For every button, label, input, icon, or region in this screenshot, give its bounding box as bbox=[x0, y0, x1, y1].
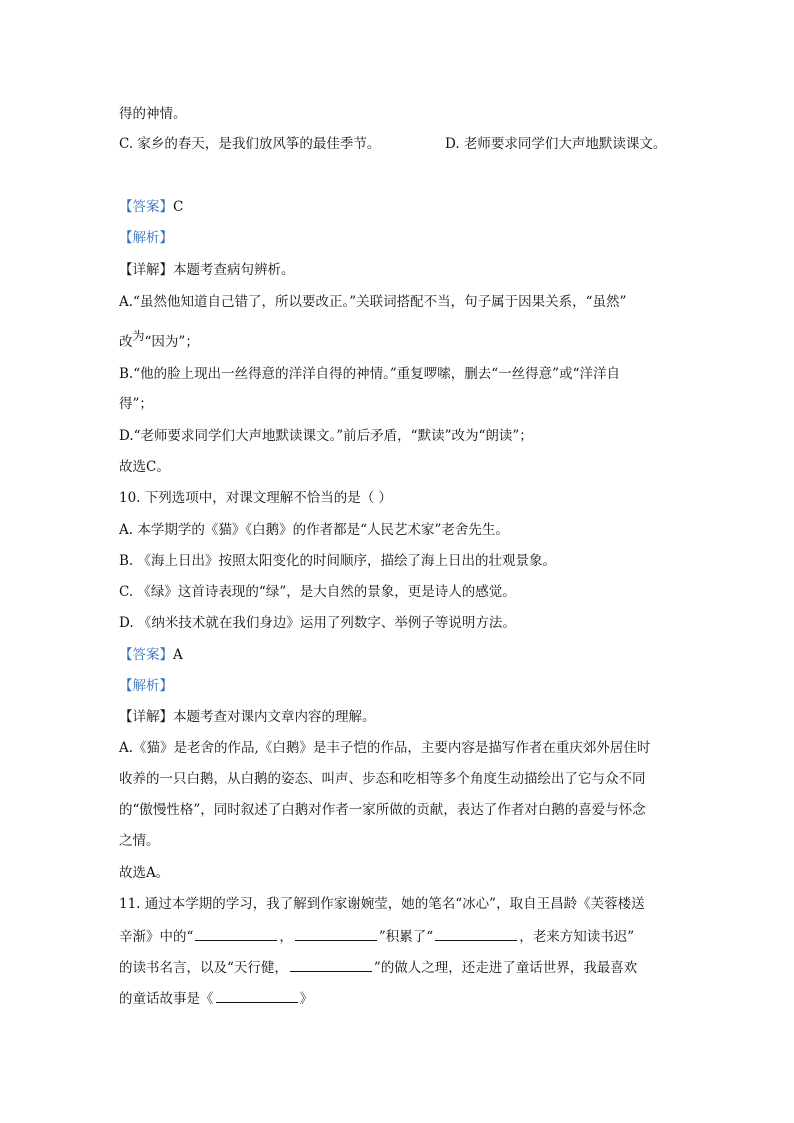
question-11-line2: 辛渐》中的“ ， ”积累了“ ，老来方知读书迟” bbox=[119, 926, 634, 946]
text-line: 故选A。 bbox=[119, 865, 170, 881]
analysis-tag: 【解析】 bbox=[119, 230, 173, 246]
question-11: 11. 通过本学期的学习，我了解到作家谢婉莹，她的笔名“冰心”，取自王昌龄《芙蓉楼送 bbox=[119, 896, 645, 912]
detail-line: 【详解】本题考查病句辨析。 bbox=[119, 262, 295, 278]
question-11-line3: 的读书名言，以及“天行健， ”的做人之理，还走进了童话世界，我最喜欢 bbox=[119, 957, 637, 977]
text-line: 收养的一只白鹅，从白鹅的姿态、叫声、步态和吃相等多个角度生动描绘出了它与众不同 bbox=[119, 771, 646, 787]
answer-blank[interactable] bbox=[435, 926, 517, 941]
text-line: 得的神情。 bbox=[119, 106, 187, 122]
text-line: 得”； bbox=[119, 396, 153, 412]
option-a: A. 本学期学的《猫》《白鹅》的作者都是“人民艺术家”老舍先生。 bbox=[119, 522, 509, 538]
text-line: 之情。 bbox=[119, 833, 160, 849]
analysis-tag: 【解析】 bbox=[119, 678, 173, 694]
answer-line bbox=[119, 198, 183, 216]
option-d-line: D. 老师要求同学们大声地默读课文。 bbox=[445, 136, 667, 152]
question-11-line4: 的童话故事是《 》 bbox=[119, 988, 313, 1008]
text-line: B.“他的脸上现出一丝得意的洋洋自得的神情。”重复啰嗦，删去“一丝得意”或“洋洋自 bbox=[119, 366, 620, 382]
detail-line: 【详解】本题考查对课内文章内容的理解。 bbox=[119, 709, 376, 725]
option-c: C. 《绿》这首诗表现的“绿”，是大自然的景象，更是诗人的感觉。 bbox=[119, 584, 516, 600]
text-line: D.“老师要求同学们大声地默读课文。”前后矛盾，“默读”改为“朗读”； bbox=[119, 428, 533, 444]
text-line: 的“傲慢性格”，同时叙述了白鹅对作者一家所做的贡献，表达了作者对白鹅的喜爱与怀念 bbox=[119, 802, 646, 818]
answer-blank[interactable] bbox=[216, 988, 298, 1003]
answer-blank[interactable] bbox=[295, 926, 377, 941]
option-c-line: C. 家乡的春天，是我们放风筝的最佳季节。 bbox=[119, 136, 381, 152]
text-line: 改为“因为”； bbox=[119, 329, 199, 350]
option-d: D. 《纳米技术就在我们身边》运用了列数字、举例子等说明方法。 bbox=[119, 615, 516, 631]
question-10: 10. 下列选项中，对课文理解不恰当的是（ ） bbox=[119, 490, 393, 506]
answer-blank[interactable] bbox=[195, 926, 277, 941]
option-b: B. 《海上日出》按照太阳变化的时间顺序，描绘了海上日出的壮观景象。 bbox=[119, 553, 557, 569]
text-line: A.《猫》是老舍的作品,《白鹅》是丰子恺的作品，主要内容是描写作者在重庆郊外居住时 bbox=[119, 740, 651, 756]
answer-value: A bbox=[173, 647, 183, 663]
answer-tag: 【答案】 bbox=[119, 199, 173, 215]
text-line: 故选C。 bbox=[119, 459, 170, 475]
answer-blank[interactable] bbox=[290, 957, 372, 972]
answer-tag: 【答案】 bbox=[119, 647, 173, 663]
text-line: A.“虽然他知道自己错了，所以要改正。”关联词搭配不当，句子属于因果关系，“虽然” bbox=[119, 294, 627, 310]
answer-line bbox=[119, 646, 183, 664]
answer-value: C bbox=[173, 199, 184, 215]
